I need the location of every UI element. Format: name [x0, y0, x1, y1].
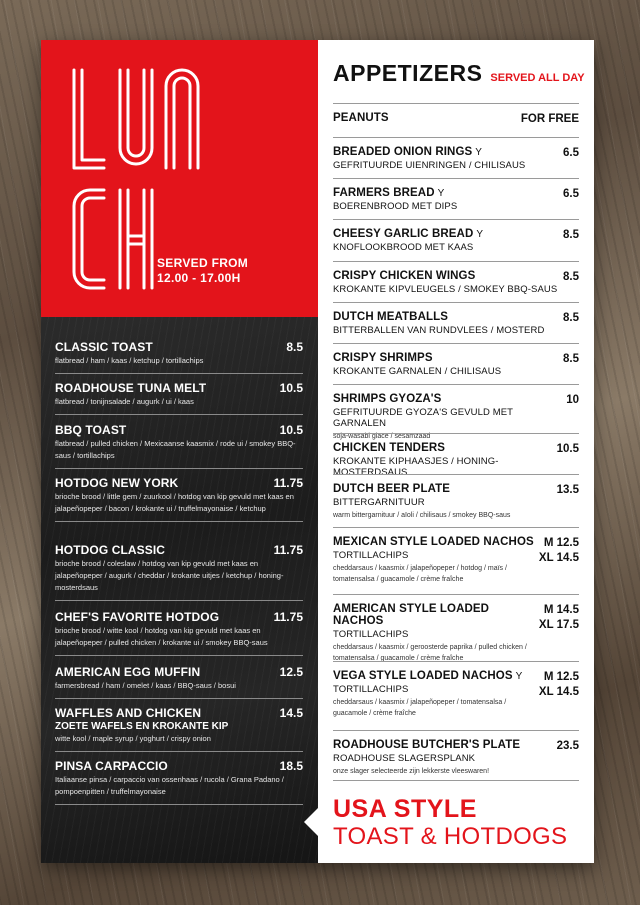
appetizer-name-text: MEXICAN STYLE LOADED NACHOS [333, 536, 534, 548]
appetizer-price-main: 10 [566, 394, 579, 406]
appetizer-price [563, 146, 579, 171]
appetizer-item [333, 474, 579, 521]
appetizer-row [333, 536, 579, 585]
appetizer-text [333, 228, 563, 253]
lunch-item-price: 14.5 [279, 706, 303, 720]
divider [333, 780, 579, 781]
lunch-item-row [55, 476, 303, 490]
appetizer-price [557, 739, 579, 777]
appetizer-price-main: 13.5 [556, 484, 579, 496]
appetizer-subtitle: TORTILLACHIPS [333, 550, 409, 561]
appetizer-subtitle: KROKANTE KIPVLEUGELS / SMOKEY BBQ-SAUS [333, 284, 558, 295]
appetizer-name [333, 536, 539, 548]
served-from-label: SERVED FROM [157, 256, 249, 270]
served-hours: 12.00 - 17.00H [157, 271, 241, 285]
appetizer-price-xl: XL 14.5 [538, 686, 579, 698]
lunch-item-description: farmersbread / ham / omelet / kaas / BBQ-saus / bosui [55, 681, 236, 690]
appetizer-text [333, 442, 557, 478]
appetizer-text [333, 352, 563, 377]
appetizer-price-main: 6.5 [563, 147, 579, 159]
appetizers-panel [318, 40, 594, 863]
appetizers-heading [333, 60, 585, 87]
lunch-item [55, 476, 303, 522]
lunch-item [55, 423, 303, 469]
appetizer-text [333, 670, 539, 719]
appetizer-price [563, 187, 579, 212]
lunch-item-description: flatbread / tonijnsalade / augurk / ui / kaas [55, 397, 194, 406]
appetizer-name-text: DUTCH BEER PLATE [333, 483, 451, 495]
appetizer-row [333, 187, 579, 212]
appetizer-name-text: PEANUTS [333, 112, 389, 124]
appetizer-row [333, 483, 579, 521]
appetizer-price-main: FOR FREE [520, 113, 579, 125]
veggie-icon: Y [476, 229, 484, 240]
appetizer-subtitle: ROADHOUSE SLAGERSPLANK [333, 753, 476, 764]
notch-arrow [304, 808, 318, 836]
lunch-item-name: PINSA CARPACCIO [55, 759, 168, 773]
usa-style-heading [333, 795, 567, 851]
appetizer-name [333, 442, 557, 454]
appetizer-price-main: M 12.5 [543, 537, 579, 549]
appetizer-price-main: 8.5 [563, 271, 579, 283]
lunch-item-name: CHEF'S FAVORITE HOTDOG [55, 610, 220, 624]
appetizer-price [563, 311, 579, 336]
appetizer-subtitle: GEFRITUURDE UIENRINGEN / CHILISAUS [333, 160, 526, 171]
lunch-items-panel [41, 317, 318, 863]
appetizer-text [333, 483, 557, 521]
appetizer-price [557, 483, 579, 521]
lunch-item-name: ROADHOUSE TUNA MELT [55, 381, 207, 395]
appetizer-name [333, 352, 563, 364]
appetizer-price [563, 352, 579, 377]
appetizer-price [539, 536, 579, 585]
lunch-item-description: witte kool / maple syrup / yoghurt / crispy onion [55, 734, 211, 743]
appetizer-row [333, 270, 579, 295]
appetizer-description: cheddarsaus / kaasmix / geroosterde paprika / pulled chicken / tomatensalsa / guacamole / crème fraîche [333, 644, 527, 662]
appetizer-row [333, 739, 579, 777]
appetizer-text [333, 739, 557, 777]
lunch-item-price: 11.75 [273, 610, 303, 624]
veggie-icon: Y [475, 147, 483, 158]
lunch-item-description: Italiaanse pinsa / carpaccio van ossenhaas / rucola / Grana Padano / pompoenpitten / truffelmayonaise [55, 775, 284, 796]
appetizer-item [333, 103, 579, 127]
lunch-item-description: brioche brood / little gem / zuurkool / hotdog van kip gevuld met kaas en jalapeñopeper / bacon / krokante ui / truffelmayonaise / ketchup [55, 492, 294, 513]
lunch-item-description: brioche brood / coleslaw / hotdog van kip gevuld met kaas en jalapeñopeper / augurk / cheddar / krokante uitjes / ketchup / honing-mosterdsaus [55, 559, 284, 592]
veggie-icon: Y [515, 671, 523, 682]
appetizer-subtitle: TORTILLACHIPS [333, 629, 409, 640]
appetizer-row [333, 112, 579, 127]
lunch-item-name: AMERICAN EGG MUFFIN [55, 665, 201, 679]
appetizer-name-text: CHICKEN TENDERS [333, 442, 446, 454]
lunch-item [55, 665, 303, 699]
lunch-item-row [55, 423, 303, 437]
appetizer-name-text: ROADHOUSE BUTCHER'S PLATE [333, 739, 521, 751]
lunch-item-description: flatbread / pulled chicken / Mexicaanse kaasmix / rode ui / smokey BBQ-saus / tortillachips [55, 439, 296, 460]
appetizer-price [563, 228, 579, 253]
appetizer-text [333, 603, 539, 664]
lunch-item [55, 543, 303, 601]
appetizer-item [333, 594, 579, 664]
appetizer-price [539, 603, 579, 664]
appetizer-name-text: DUTCH MEATBALLS [333, 311, 448, 323]
appetizer-subtitle: BITTERBALLEN VAN RUNDVLEES / MOSTERD [333, 325, 545, 336]
lunch-item-price: 10.5 [279, 381, 303, 395]
appetizer-subtitle: TORTILLACHIPS [333, 684, 409, 695]
appetizer-row [333, 442, 579, 478]
lunch-item [55, 759, 303, 805]
lunch-panel [41, 40, 318, 317]
lunch-item-row [55, 706, 303, 720]
lunch-item-description: flatbread / ham / kaas / ketchup / tortillachips [55, 356, 204, 365]
lunch-item-name: BBQ TOAST [55, 423, 127, 437]
appetizer-price-main: M 12.5 [543, 671, 579, 683]
lunch-item [55, 610, 303, 656]
lunch-item [55, 706, 303, 752]
appetizer-name-text: CHEESY GARLIC BREAD [333, 228, 474, 240]
appetizer-name-text: CRISPY SHRIMPS [333, 352, 433, 364]
lunch-item-name: WAFFLES AND CHICKEN [55, 706, 202, 720]
appetizer-subtitle: GEFRITUURDE GYOZA'S GEVULD MET GARNALEN [333, 407, 513, 429]
appetizer-text [333, 112, 521, 127]
appetizer-price-main: 10.5 [556, 443, 579, 455]
appetizer-item [333, 527, 579, 585]
lunch-item-row [55, 759, 303, 773]
appetizer-row [333, 352, 579, 377]
appetizer-item [333, 661, 579, 719]
appetizer-name [333, 112, 521, 124]
appetizer-item [333, 302, 579, 336]
appetizer-item [333, 343, 579, 377]
lunch-item [55, 381, 303, 415]
appetizer-name-text: AMERICAN STYLE LOADED NACHOS [333, 603, 490, 627]
appetizer-item [333, 433, 579, 478]
appetizer-price-main: M 14.5 [543, 604, 579, 616]
appetizer-subtitle: KROKANTE GARNALEN / CHILISAUS [333, 366, 502, 377]
appetizer-name-text: FARMERS BREAD [333, 187, 435, 199]
appetizer-name [333, 603, 539, 627]
appetizer-price-main: 8.5 [563, 229, 579, 241]
appetizer-item [333, 137, 579, 171]
lunch-item-row [55, 610, 303, 624]
appetizer-price [563, 270, 579, 295]
appetizer-item [333, 178, 579, 212]
appetizer-description: warm bittergarnituur / aïoli / chilisaus / smokey BBQ-saus [333, 512, 511, 519]
appetizer-name [333, 670, 539, 682]
lunch-item-price: 18.5 [279, 759, 303, 773]
lunch-item-name: HOTDOG CLASSIC [55, 543, 166, 557]
appetizer-subtitle: BITTERGARNITUUR [333, 497, 425, 508]
lunch-item-name: HOTDOG NEW YORK [55, 476, 179, 490]
appetizers-title: APPETIZERS [333, 60, 483, 86]
lunch-item [55, 340, 303, 374]
appetizer-description: cheddarsaus / kaasmix / jalapeñopeper / tomatensalsa / guacamole / crème fraîche [333, 699, 507, 717]
appetizer-description: onze slager selecteerde zijn lekkerste vleeswaren! [333, 768, 490, 775]
appetizer-row [333, 603, 579, 664]
appetizer-text [333, 270, 563, 295]
usa-line2: TOAST & HOTDOGS [333, 823, 568, 850]
appetizer-price [557, 442, 579, 478]
lunch-item-price: 12.5 [279, 665, 303, 679]
appetizer-name [333, 228, 563, 240]
appetizer-item [333, 261, 579, 295]
lunch-item-subtitle: ZOETE WAFELS EN KROKANTE KIP [55, 721, 229, 732]
lunch-item-price: 11.75 [273, 543, 303, 557]
appetizer-name [333, 146, 563, 158]
appetizer-subtitle: BOERENBROOD MET DIPS [333, 201, 458, 212]
appetizer-row [333, 311, 579, 336]
appetizer-name [333, 187, 563, 199]
lunch-item-row [55, 543, 303, 557]
appetizer-price [539, 670, 579, 719]
appetizer-subtitle: KROKANTE KIPHAASJES / HONING-MOSTERDSAUS [333, 456, 499, 478]
appetizer-price-main: 6.5 [563, 188, 579, 200]
appetizer-name [333, 311, 563, 323]
lunch-item-description: brioche brood / witte kool / hotdog van kip gevuld met kaas en jalapeñopeper / pulled chicken / krokante ui / smokey BBQ-saus [55, 626, 268, 647]
usa-line1: USA STYLE [333, 795, 477, 823]
appetizer-row [333, 670, 579, 719]
appetizer-price [521, 112, 579, 127]
appetizers-subtitle: SERVED ALL DAY [490, 72, 585, 84]
served-from [157, 256, 248, 286]
appetizer-description: soja-wasabi glace / sesamzaad [333, 433, 431, 440]
appetizer-name-text: VEGA STYLE LOADED NACHOS [333, 670, 513, 682]
appetizer-text [333, 187, 563, 212]
appetizer-text [333, 146, 563, 171]
appetizer-item [333, 730, 579, 777]
appetizer-description: cheddarsaus / kaasmix / jalapeñopeper / hotdog / maïs / tomatensalsa / guacamole / crème fraîche [333, 565, 507, 583]
lunch-item-row [55, 665, 303, 679]
appetizer-row [333, 228, 579, 253]
appetizer-text [333, 311, 563, 336]
appetizer-price-main: 8.5 [563, 353, 579, 365]
appetizer-name-text: CRISPY CHICKEN WINGS [333, 270, 476, 282]
appetizer-name-text: BREADED ONION RINGS [333, 146, 473, 158]
appetizer-text [333, 536, 539, 585]
appetizer-name [333, 270, 563, 282]
appetizer-price-main: 8.5 [563, 312, 579, 324]
appetizer-price-main: 23.5 [556, 740, 579, 752]
appetizer-name-text: SHRIMPS GYOZA'S [333, 393, 442, 405]
lunch-item-price: 10.5 [279, 423, 303, 437]
appetizer-name [333, 739, 557, 751]
appetizer-price-xl: XL 14.5 [538, 552, 579, 564]
lunch-item-price: 11.75 [273, 476, 303, 490]
lunch-item-name: CLASSIC TOAST [55, 340, 153, 354]
veggie-icon: Y [437, 188, 445, 199]
appetizer-name [333, 483, 557, 495]
menu-card [41, 40, 594, 863]
lunch-item-price: 8.5 [286, 340, 303, 354]
appetizer-price-xl: XL 17.5 [538, 619, 579, 631]
lunch-item-row [55, 340, 303, 354]
appetizer-subtitle: KNOFLOOKBROOD MET KAAS [333, 242, 474, 253]
appetizer-name [333, 393, 566, 405]
appetizer-item [333, 219, 579, 253]
lunch-item-row [55, 381, 303, 395]
appetizer-row [333, 146, 579, 171]
